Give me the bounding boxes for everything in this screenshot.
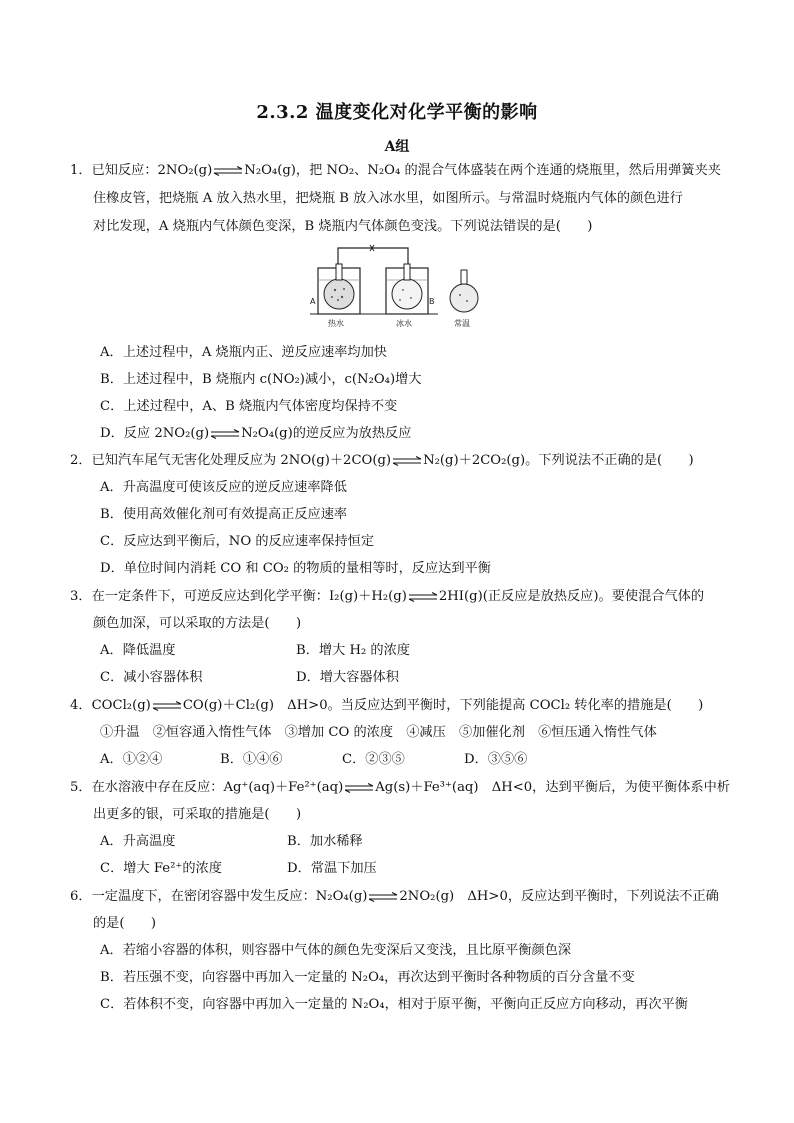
q5-text-a: 5．在水溶液中存在反应：Ag⁺(aq)＋Fe²⁺(aq) (70, 780, 344, 795)
q4-items: ①升温 ②恒容通入惰性气体 ③增加 CO 的浓度 ④减压 ⑤加催化剂 ⑥恒压通入惰性气体 (100, 725, 657, 740)
q2-text-a: 2．已知汽车尾气无害化处理反应为 2NO(g)＋2CO(g) (70, 453, 392, 468)
q5-line2: 出更多的银，可采取的措施是( ) (93, 807, 302, 822)
q1-option-d-b: N₂O₄(g)的逆反应为放热反应 (241, 426, 412, 441)
q4-line1 (70, 697, 703, 715)
q1-option-d-a: D．反应 2NO₂(g) (100, 426, 210, 441)
equilibrium-arrow-icon (344, 783, 374, 793)
q3-option-d: D．增大容器体积 (296, 670, 399, 685)
equilibrium-arrow-icon (392, 456, 422, 466)
q5-option-b: B．加水稀释 (287, 834, 363, 849)
q6-option-a: A．若缩小容器的体积，则容器中气体的颜色先变深后又变浅，且比原平衡颜色深 (100, 943, 572, 958)
q6-option-c: C．若体积不变，向容器中再加入一定量的 N₂O₄，相对于原平衡，平衡向正反应方向移动，再次平衡 (100, 997, 688, 1012)
q5-option-c: C．增大 Fe²⁺的浓度 (100, 861, 222, 876)
q3-text-b: 2HI(g)(正反应是放热反应)。要使混合气体的 (438, 589, 705, 604)
q4-text-a: 4．COCl₂(g) (70, 698, 151, 713)
page-title: 2.3.2 温度变化对化学平衡的影响 (256, 102, 538, 123)
q1-option-b: B．上述过程中，B 烧瓶内 c(NO₂)减小，c(N₂O₄)增大 (100, 372, 422, 387)
q4-option-c: C．②③⑤ (342, 752, 405, 767)
q4-text-b: CO(g)＋Cl₂(g) ΔH>0。当反应达到平衡时，下列能提高 COCl₂ 转化率的措施是( ) (182, 698, 704, 713)
q3-option-c: C．减小容器体积 (100, 670, 203, 685)
q1-text-b: N₂O₄(g)，把 NO₂、N₂O₄ 的混合气体盛装在两个连通的烧瓶里，然后用弹簧夹夹 (244, 163, 721, 178)
q3-option-a: A．降低温度 (100, 643, 176, 658)
q6-text-b: 2NO₂(g) ΔH>0，反应达到平衡时，下列说法不正确 (399, 889, 719, 904)
q3-option-b: B．增大 H₂ 的浓度 (296, 643, 410, 658)
q1-option-c: C．上述过程中，A、B 烧瓶内气体密度均保持不变 (100, 399, 398, 414)
ice-water-label: 冰水 (396, 319, 412, 328)
q2-text-b: N₂(g)＋2CO₂(g)。下列说法不正确的是( ) (423, 453, 694, 468)
equilibrium-arrow-icon (368, 892, 398, 902)
q4-option-b: B．①④⑥ (220, 752, 283, 767)
apparatus-figure (308, 240, 488, 336)
q1-option-d (100, 425, 411, 443)
flask-a-label: A (310, 297, 316, 306)
q6-text-a: 6．一定温度下，在密闭容器中发生反应：N₂O₄(g) (70, 889, 368, 904)
equilibrium-arrow-icon (408, 592, 438, 602)
q3-text-a: 3．在一定条件下，可逆反应达到化学平衡：I₂(g)＋H₂(g) (70, 589, 407, 604)
q1-line2: 住橡皮管，把烧瓶 A 放入热水里，把烧瓶 B 放入冰水里，如图所示。与常温时烧瓶内气体的颜色进行 (93, 191, 683, 206)
q1-line3: 对比发现，A 烧瓶内气体颜色变深，B 烧瓶内气体颜色变浅。下列说法错误的是( ) (93, 219, 593, 234)
equilibrium-arrow-icon (152, 701, 182, 711)
q1-option-a: A．上述过程中，A 烧瓶内正、逆反应速率均加快 (100, 345, 387, 360)
group-heading: A组 (384, 139, 410, 155)
q4-option-d: D．③⑤⑥ (464, 752, 528, 767)
q1-line1 (70, 162, 721, 180)
q4-option-a: A．①②④ (100, 752, 163, 767)
q6-option-b: B．若压强不变，向容器中再加入一定量的 N₂O₄，再次达到平衡时各种物质的百分含量不变 (100, 970, 635, 985)
equilibrium-arrow-icon (210, 429, 240, 439)
q5-option-a: A．升高温度 (100, 834, 176, 849)
q5-option-d: D．常温下加压 (287, 861, 377, 876)
q1-text-a: 1．已知反应：2NO₂(g) (70, 163, 213, 178)
q2-option-c: C．反应达到平衡后，NO 的反应速率保持恒定 (100, 534, 375, 549)
flask-b-label: B (429, 297, 435, 306)
q2-option-b: B．使用高效催化剂可有效提高正反应速率 (100, 507, 348, 522)
q5-line1 (70, 779, 730, 797)
q2-option-d: D．单位时间内消耗 CO 和 CO₂ 的物质的量相等时，反应达到平衡 (100, 561, 491, 576)
equilibrium-arrow-icon (213, 166, 243, 176)
q2-line1 (70, 452, 694, 470)
q6-line2: 的是( ) (93, 916, 157, 931)
q6-line1 (70, 888, 719, 906)
room-temp-label: 常温 (454, 319, 470, 328)
q2-option-a: A．升高温度可使该反应的逆反应速率降低 (100, 480, 347, 495)
hot-water-label: 热水 (328, 319, 344, 328)
q3-line1 (70, 588, 704, 606)
q5-text-b: Ag(s)＋Fe³⁺(aq) ΔH<0，达到平衡后，为使平衡体系中析 (375, 780, 730, 795)
q3-line2: 颜色加深，可以采取的方法是( ) (93, 616, 302, 631)
